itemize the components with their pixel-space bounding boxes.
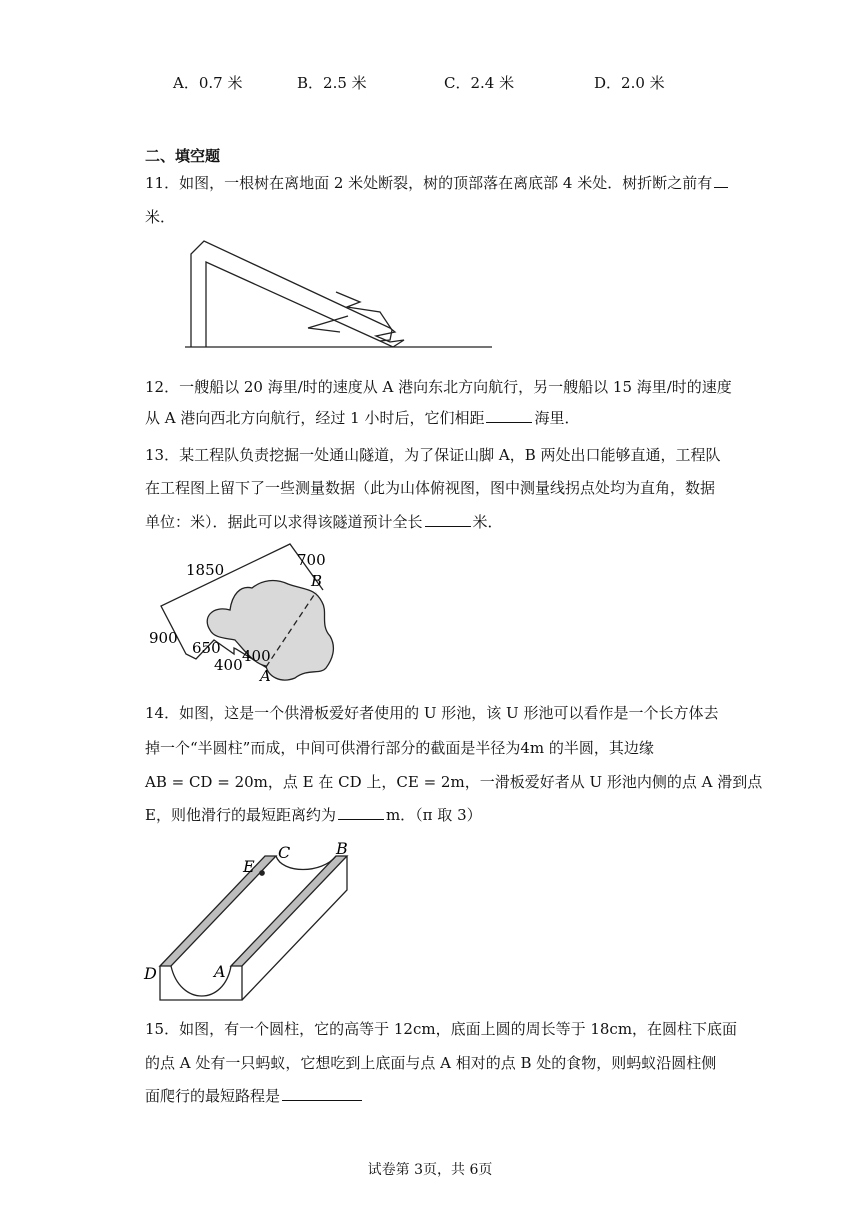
q13-tunnel-figure (140, 540, 360, 688)
q15-answer-blank (282, 1086, 362, 1101)
q13-text-line3 (145, 511, 735, 533)
option-b: B．2.5 米 (297, 74, 367, 92)
q15-text-line3 (145, 1085, 735, 1107)
q15-text-line2: 的点 A 处有一只蚂蚁，它想吃到上底面与点 A 相对的点 B 处的食物，则蚂蚁沿圆柱侧 (145, 1054, 717, 1072)
q11-broken-tree-figure (180, 236, 500, 352)
option-a: A．0.7 米 (173, 74, 243, 92)
q15-line3-pre: 面爬行的最短路程是 (145, 1087, 281, 1105)
q14-text-line3: AB = CD = 20m，点 E 在 CD 上，CE = 2m，一滑板爱好者从 U 形池内侧的点 A 滑到点 (145, 773, 763, 791)
page-footer: 试卷第 3页，共 6页 (367, 1162, 493, 1178)
label-650: 650 (192, 639, 221, 657)
q14-text-line2: 掉一个“半圆柱”而成，中间可供滑行部分的截面是半径为4m 的半圆，其边缘 (145, 739, 654, 757)
q13-line3-pre: 单位：米）．据此可以求得该隧道预计全长 (145, 513, 423, 531)
q11-text-line2: 米． (145, 208, 176, 226)
q11-text-line1 (145, 172, 735, 194)
point-b-label: B (336, 839, 348, 858)
point-c-label: C (278, 843, 291, 862)
label-700: 700 (297, 551, 326, 569)
right-side-face (242, 856, 347, 1000)
point-e-dot (260, 871, 264, 875)
label-1850: 1850 (186, 561, 225, 579)
point-a-label: A (214, 962, 226, 981)
label-900: 900 (149, 629, 178, 647)
option-d: D．2.0 米 (594, 74, 665, 92)
q12-text-line2 (145, 407, 735, 429)
q14-text-line1: 14．如图，这是一个供滑板爱好者使用的 U 形池，该 U 形池可以看作是一个长方体去 (145, 704, 719, 722)
q12-line2-pre: 从 A 港向西北方向航行，经过 1 小时后，它们相距 (145, 409, 485, 427)
section-title: 二、填空题 (145, 147, 221, 165)
q14-text-line4 (145, 804, 735, 826)
q13-answer-blank (425, 512, 471, 527)
q14-answer-blank (338, 805, 384, 820)
q13-text-line2: 在工程图上留下了一些测量数据（此为山体俯视图，图中测量线拐点处均为直角，数据 (145, 479, 716, 497)
point-e-label: E (243, 857, 255, 876)
q15-text-line1: 15．如图，有一个圆柱，它的高等于 12cm，底面上圆的周长等于 18cm，在圆柱下底面 (145, 1020, 738, 1038)
q14-u-pool-figure (140, 838, 360, 1006)
point-b-label: B (311, 572, 323, 590)
q13-text-line1: 13．某工程队负责挖掘一处通山隧道，为了保证山脚 A，B 两处出口能够直通，工程队 (145, 446, 721, 464)
q13-line3-post: 米． (472, 513, 503, 531)
label-400-b: 400 (242, 647, 271, 665)
point-a-label: A (260, 667, 271, 685)
q12-text-line1: 12．一艘船以 20 海里/时的速度从 A 港向东北方向航行，另一艘船以 15 海里/时的速度 (145, 378, 732, 396)
q12-line2-post: 海里． (534, 409, 580, 427)
option-c: C．2.4 米 (444, 74, 515, 92)
tree-outer-outline (191, 241, 390, 347)
q14-line4-pre: E，则他滑行的最短距离约为 (145, 806, 336, 824)
point-d-label: D (144, 964, 157, 983)
q11-line1: 11．如图，一根树在离地面 2 米处断裂，树的顶部落在离底部 4 米处．树折断之前有 (145, 174, 713, 192)
q11-answer-blank (714, 173, 728, 188)
q14-line4-post: m．（π 取 3） (385, 806, 482, 824)
label-400-a: 400 (214, 656, 243, 674)
q12-answer-blank (486, 408, 532, 423)
